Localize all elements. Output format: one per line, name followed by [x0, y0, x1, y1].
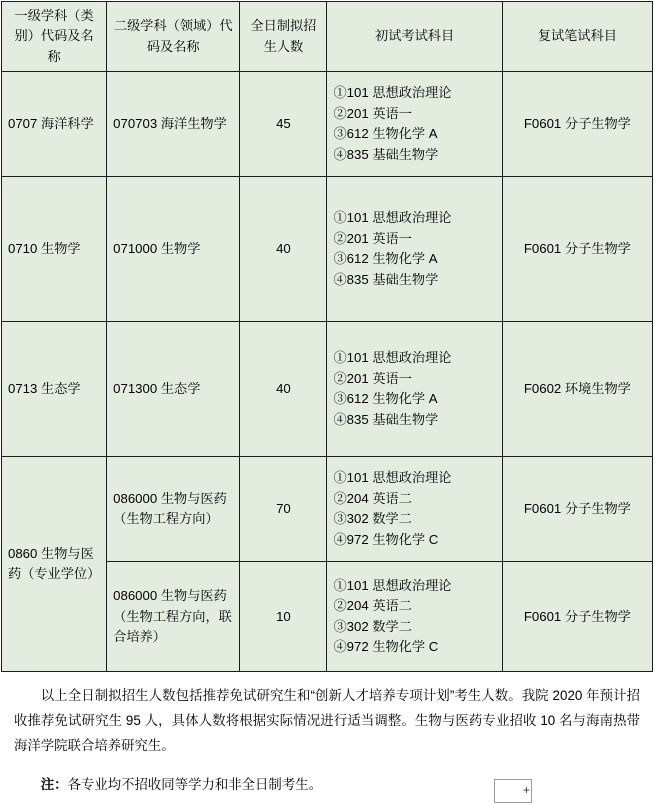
- cell-retest-subject: F0602 环境生物学: [502, 322, 652, 457]
- cell-retest-subject: F0601 分子生物学: [502, 177, 652, 322]
- add-button[interactable]: +: [494, 779, 532, 803]
- header-exam-subjects: 初试考试科目: [327, 2, 502, 72]
- exam-subject-line: ③612 生物化学 A: [333, 391, 438, 407]
- exam-subject-line: ④972 生物化学 C: [333, 639, 439, 655]
- cell-retest-subject: F0601 分子生物学: [502, 562, 652, 672]
- exam-subject-line: ②204 英语二: [333, 598, 412, 614]
- cell-sub-discipline: 071000 生物学: [107, 177, 240, 322]
- exam-subject-line: ②201 英语一: [333, 105, 412, 121]
- footnote: [14, 773, 640, 797]
- exam-subject-line: ①101 思想政治理论: [333, 350, 452, 366]
- footnote-text: 各专业均不招收同等学力和非全日制考生。: [67, 776, 322, 792]
- exam-subject-line: ②204 英语二: [333, 490, 412, 506]
- exam-subject-line: ④835 基础生物学: [333, 146, 439, 162]
- table-row: [2, 177, 653, 322]
- cell-exam-subjects: [327, 72, 502, 177]
- table-row: [2, 457, 653, 562]
- cell-sub-discipline: 071300 生态学: [107, 322, 240, 457]
- exam-subject-line: ②201 英语一: [333, 230, 412, 246]
- exam-subject-line: ④835 基础生物学: [333, 411, 439, 427]
- header-discipline: 一级学科（类别）代码及名称: [2, 2, 107, 72]
- table-header-row: [2, 2, 653, 72]
- exam-subject-line: ①101 思想政治理论: [333, 210, 452, 226]
- cell-discipline: 0713 生态学: [2, 322, 107, 457]
- exam-subject-line: ③612 生物化学 A: [333, 251, 438, 267]
- exam-subject-line: ②201 英语一: [333, 370, 412, 386]
- cell-sub-discipline: 086000 生物与医药（生物工程方向，联合培养）: [107, 562, 240, 672]
- cell-discipline: 0710 生物学: [2, 177, 107, 322]
- cell-quota: 40: [240, 177, 327, 322]
- exam-subject-line: ④972 生物化学 C: [333, 531, 439, 547]
- table-row: [2, 322, 653, 457]
- cell-sub-discipline: 070703 海洋生物学: [107, 72, 240, 177]
- table-row: [2, 72, 653, 177]
- cell-discipline: 0860 生物与医药（专业学位）: [2, 457, 107, 672]
- cell-exam-subjects: [327, 457, 502, 562]
- exam-subject-line: ③302 数学二: [333, 618, 412, 634]
- cell-exam-subjects: [327, 322, 502, 457]
- table-body: [2, 72, 653, 672]
- cell-quota: 70: [240, 457, 327, 562]
- cell-quota: 10: [240, 562, 327, 672]
- footnote-label: 注：: [40, 776, 68, 792]
- admissions-note: [14, 684, 640, 758]
- header-retest-subject: 复试笔试科目: [502, 2, 652, 72]
- table-header: [2, 2, 653, 72]
- exam-subject-line: ③302 数学二: [333, 511, 412, 527]
- header-quota: 全日制拟招生人数: [240, 2, 327, 72]
- exam-subject-line: ④835 基础生物学: [333, 271, 439, 287]
- cell-exam-subjects: [327, 177, 502, 322]
- cell-discipline: 0707 海洋科学: [2, 72, 107, 177]
- exam-subject-line: ①101 思想政治理论: [333, 470, 452, 486]
- cell-exam-subjects: [327, 562, 502, 672]
- cell-sub-discipline: 086000 生物与医药（生物工程方向）: [107, 457, 240, 562]
- admissions-table: [1, 1, 653, 672]
- admissions-note-text: 以上全日制拟招生人数包括推荐免试研究生和“创新人才培养专项计划”考生人数。我院 2020 年预计招收推荐免试研究生 95 人，具体人数将根据实际情况进行适当调整。生物与医药专业招收 10 名与海南热带海洋学院联合培养研究生。: [14, 688, 640, 753]
- cell-retest-subject: F0601 分子生物学: [502, 72, 652, 177]
- cell-quota: 45: [240, 72, 327, 177]
- exam-subject-line: ①101 思想政治理论: [333, 85, 452, 101]
- cell-retest-subject: F0601 分子生物学: [502, 457, 652, 562]
- exam-subject-line: ①101 思想政治理论: [333, 577, 452, 593]
- document-page: [0, 1, 654, 797]
- exam-subject-line: ③612 生物化学 A: [333, 126, 438, 142]
- cell-quota: 40: [240, 322, 327, 457]
- header-sub-discipline: 二级学科（领域）代码及名称: [107, 2, 240, 72]
